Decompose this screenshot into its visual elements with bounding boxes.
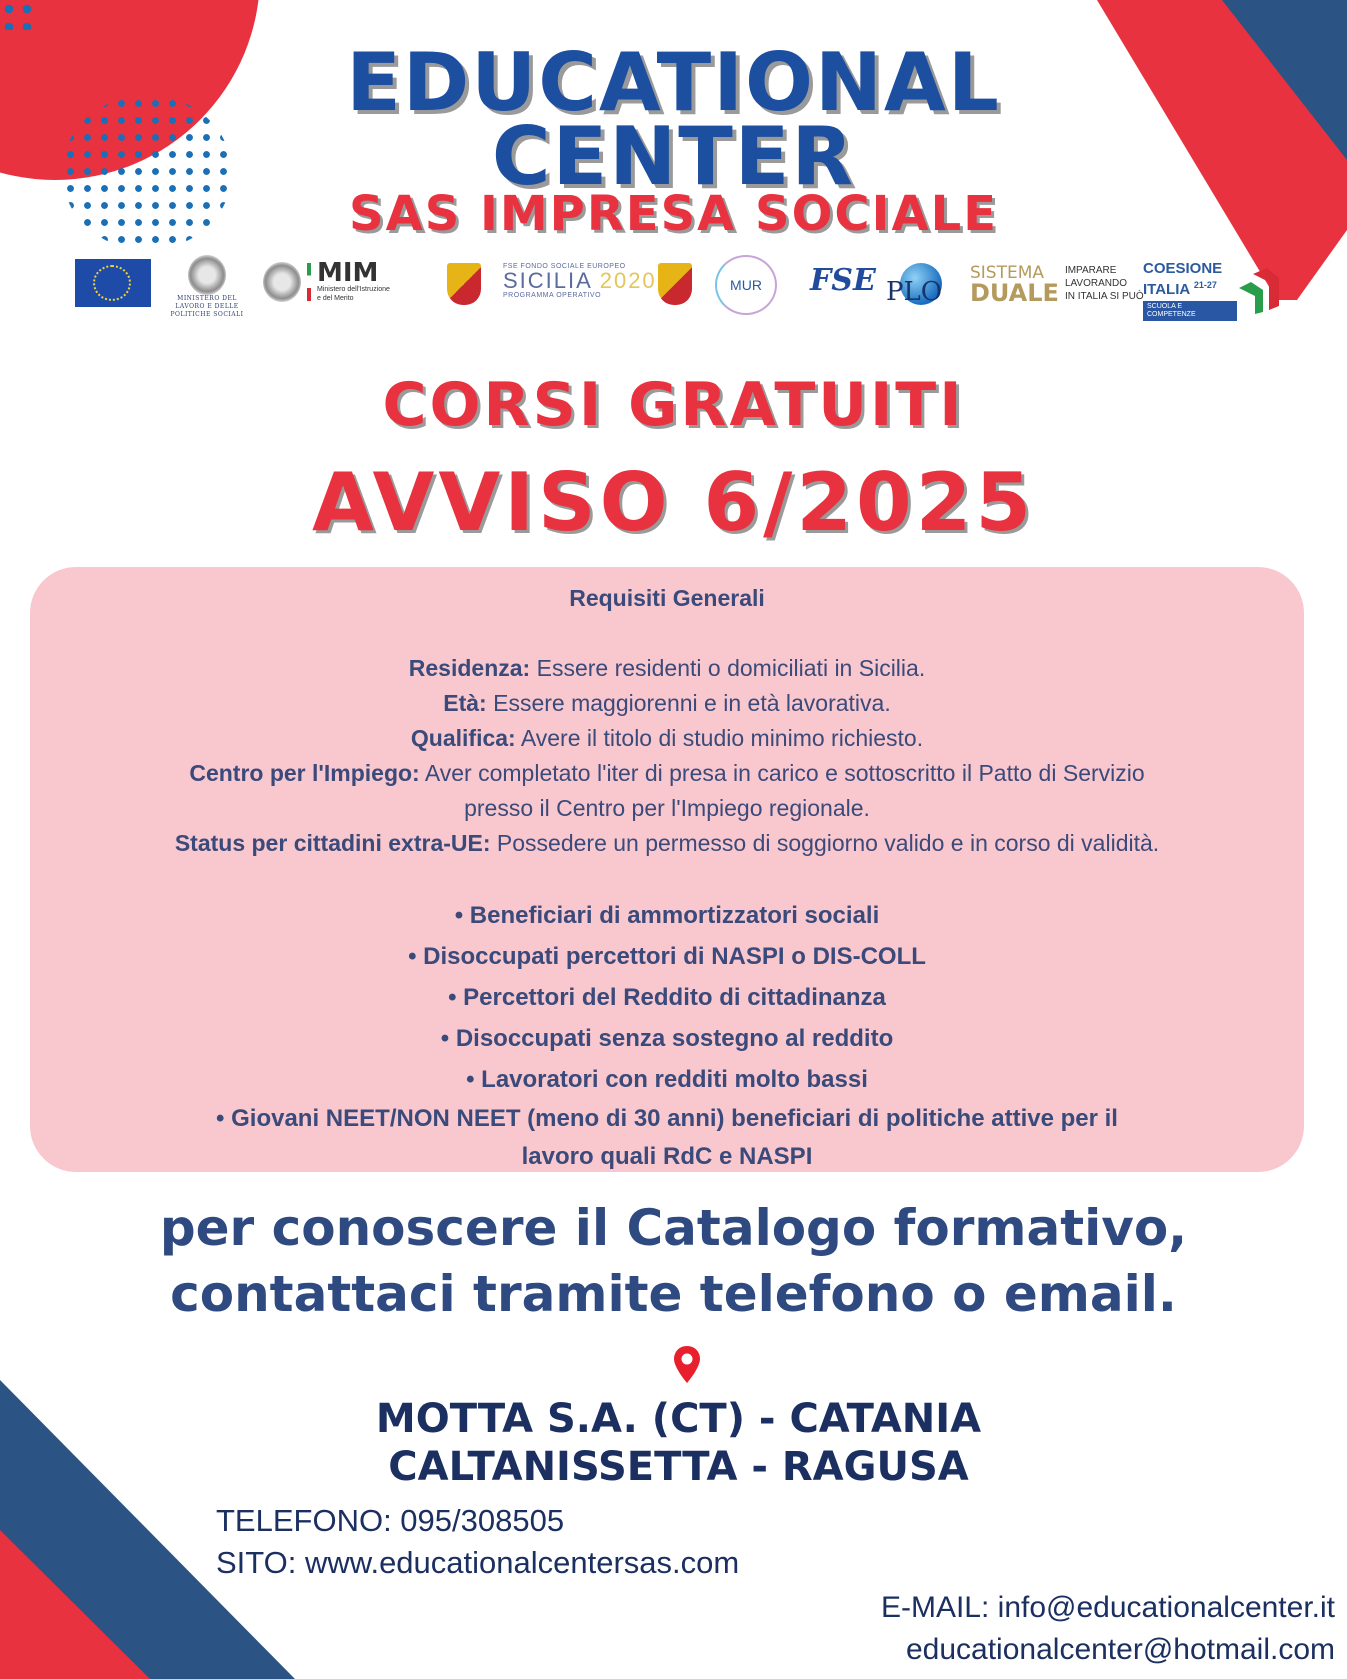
sistema-duale-logo bbox=[970, 263, 1144, 307]
list-item: • Beneficiari di ammortizzatori sociali bbox=[454, 902, 880, 929]
corsi-gratuiti-heading: CORSI GRATUITI bbox=[382, 370, 965, 440]
location-line2: CALTANISSETTA - RAGUSA bbox=[388, 1444, 969, 1490]
mim-title: MIM bbox=[317, 258, 379, 288]
coesione-bar1: SCUOLA E bbox=[1147, 303, 1183, 310]
requirements-list bbox=[30, 651, 1304, 861]
list-item: lavoro quali RdC e NASPI bbox=[521, 1143, 813, 1170]
location-line1: MOTTA S.A. (CT) - CATANIA bbox=[375, 1396, 982, 1442]
sistema-label: SISTEMA bbox=[970, 263, 1045, 283]
duale-line2: LAVORANDO bbox=[1064, 277, 1127, 289]
requirement-eta bbox=[30, 686, 1304, 721]
list-item: • Disoccupati senza sostegno al reddito bbox=[440, 1025, 894, 1052]
cta-line1: per conoscere il Catalogo formativo, bbox=[159, 1199, 1188, 1257]
cta-line2: contattaci tramite telefono o email. bbox=[170, 1265, 1177, 1323]
requirement-label: Qualifica: bbox=[410, 725, 516, 751]
list-item: • Disoccupati percettori di NASPI o DIS-COLL bbox=[408, 943, 926, 970]
mim-logo bbox=[263, 258, 390, 303]
coesione-bar2: COMPETENZE bbox=[1147, 311, 1196, 318]
duale-line3: IN ITALIA SI PUÒ bbox=[1064, 290, 1144, 302]
coesione-arrows-icon bbox=[1233, 266, 1283, 316]
mim-sub1: Ministero dell'Istruzione bbox=[317, 286, 390, 293]
sicily-region-shield-icon-2 bbox=[658, 263, 692, 305]
requirement-text: Avere il titolo di studio minimo richiesto. bbox=[515, 725, 924, 751]
ministero-lavoro-logo bbox=[167, 255, 247, 319]
contact-phone-site bbox=[216, 1500, 739, 1584]
contact-emails bbox=[881, 1587, 1335, 1671]
requirement-label: Età: bbox=[443, 690, 487, 716]
coesione-line1: COESIONE bbox=[1143, 260, 1223, 277]
duale-label: DUALE bbox=[970, 279, 1059, 307]
coesione-italia-logo bbox=[1143, 261, 1283, 321]
requirement-text: Essere maggiorenni e in età lavorativa. bbox=[486, 690, 891, 716]
italian-flag-bar-icon bbox=[307, 263, 311, 301]
requirement-status-extra-ue bbox=[30, 826, 1304, 861]
website-link[interactable]: SITO: www.educationalcentersas.com bbox=[216, 1545, 740, 1580]
email-link-primary[interactable]: E-MAIL: info@educationalcenter.it bbox=[880, 1591, 1335, 1624]
subtitle-sas-impresa-sociale: SAS IMPRESA SOCIALE bbox=[349, 186, 998, 242]
italian-emblem-icon bbox=[263, 262, 301, 302]
title-educational: EDUCATIONAL bbox=[346, 36, 1001, 129]
mur-label: MUR bbox=[730, 277, 762, 293]
plo-logo bbox=[886, 259, 950, 309]
eu-stars-icon bbox=[93, 265, 131, 301]
coesione-years: 21-27 bbox=[1193, 280, 1217, 290]
requirement-centro-impiego-cont: presso il Centro per l'Impiego regionale. bbox=[464, 795, 870, 821]
phone-number[interactable]: TELEFONO: 095/308505 bbox=[216, 1503, 565, 1538]
list-item: • Percettori del Reddito di cittadinanza bbox=[448, 984, 886, 1011]
requirement-label: Status per cittadini extra-UE: bbox=[174, 830, 491, 856]
fse-logo: FSE bbox=[810, 263, 876, 298]
requirement-residenza bbox=[30, 651, 1304, 686]
plo-label: PLO bbox=[886, 277, 943, 307]
requirement-qualifica bbox=[30, 721, 1304, 756]
sicilia-word: SICILIA bbox=[503, 268, 592, 293]
mur-logo bbox=[715, 255, 777, 315]
avviso-heading: AVVISO 6/2025 bbox=[311, 456, 1036, 549]
requirement-text: Essere residenti o domiciliati in Sicilia. bbox=[530, 655, 926, 681]
fse-sicilia-top: FSE FONDO SOCIALE EUROPEO bbox=[503, 263, 626, 270]
mim-sub2: e del Merito bbox=[317, 295, 354, 302]
beneficiaries-list bbox=[30, 895, 1304, 1176]
locations bbox=[0, 1395, 1347, 1491]
requirements-box bbox=[30, 567, 1304, 1172]
requirements-title: Requisiti Generali bbox=[569, 585, 765, 611]
requirement-centro-impiego bbox=[30, 756, 1304, 791]
requirement-text: Aver completato l'iter di presa in carico e sottoscritto il Patto di Servizio bbox=[419, 760, 1145, 786]
coesione-line2: ITALIA bbox=[1143, 281, 1190, 298]
duale-line1: IMPARARE bbox=[1064, 264, 1117, 276]
requirement-text: Possedere un permesso di soggiorno valido e in corso di validità. bbox=[490, 830, 1160, 856]
list-item: • Giovani NEET/NON NEET (meno di 30 anni) beneficiari di politiche attive per il bbox=[216, 1105, 1118, 1132]
sicilia-bottom: PROGRAMMA OPERATIVO bbox=[503, 292, 602, 299]
sicilia-year: 2020 bbox=[599, 268, 657, 293]
requirement-label: Centro per l'Impiego: bbox=[189, 760, 420, 786]
ministero-lavoro-label: MINISTERO DEL LAVORO E DELLE POLITICHE SOCIALI bbox=[170, 295, 244, 318]
contact-cta bbox=[0, 1195, 1347, 1327]
fse-sicilia-2020-logo bbox=[503, 263, 657, 299]
map-pin-icon bbox=[672, 1345, 702, 1385]
requirement-label: Residenza: bbox=[408, 655, 531, 681]
italian-emblem-icon bbox=[188, 255, 226, 295]
sicily-region-shield-icon bbox=[447, 263, 481, 305]
email-link-secondary[interactable]: educationalcenter@hotmail.com bbox=[905, 1633, 1335, 1666]
decorative-dot-pattern-corner bbox=[0, 0, 40, 30]
partner-logos-row bbox=[75, 255, 1295, 318]
title-center: CENTER bbox=[491, 110, 856, 203]
eu-flag-icon bbox=[75, 259, 151, 307]
list-item: • Lavoratori con redditi molto bassi bbox=[466, 1066, 868, 1093]
